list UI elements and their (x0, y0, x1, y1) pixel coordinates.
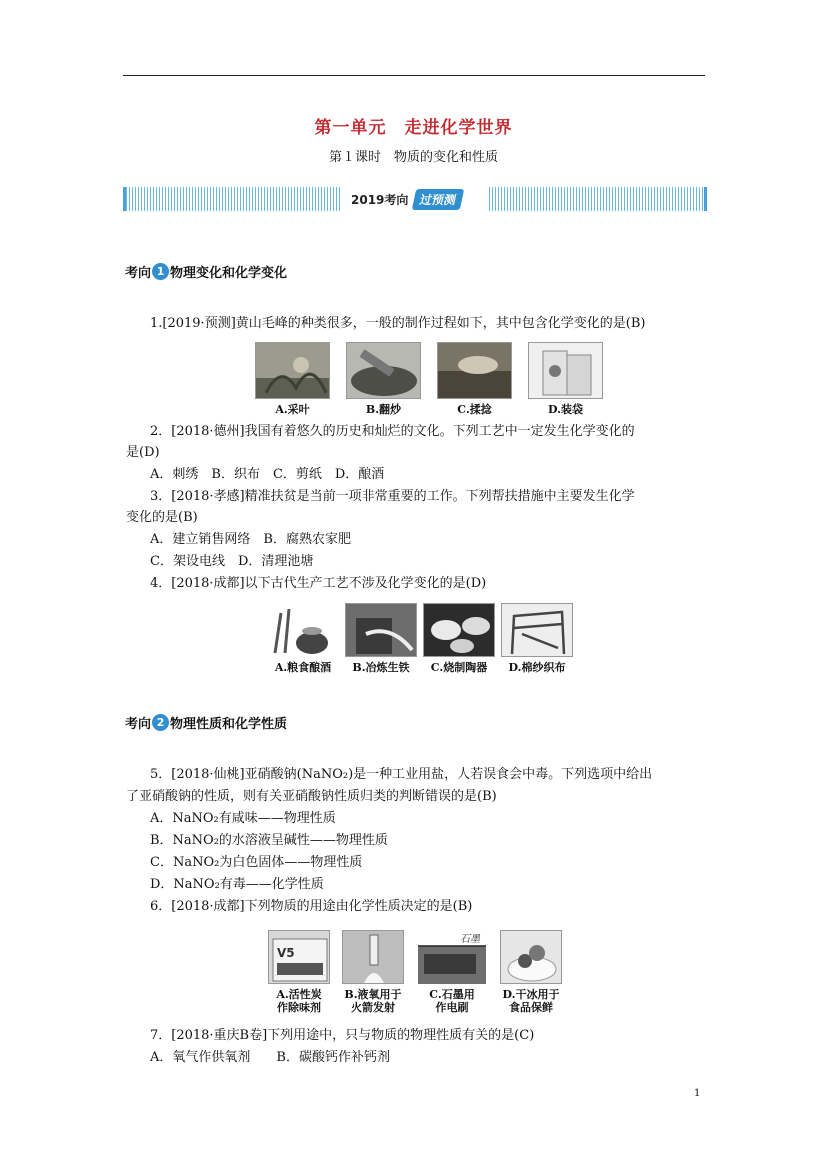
header-rule (123, 75, 705, 76)
q4-caption-b: B.冶炼生铁 (352, 661, 410, 674)
question-5-option-a: A．NaNO₂有咸味——物理性质 (150, 811, 336, 826)
q6-caption-a-line-1: A.活性炭 (276, 988, 322, 1001)
question-7: 7．[2018·重庆B卷]下列用途中，只与物质的物理性质有关的是(C) (150, 1028, 535, 1043)
q6-caption-d (503, 988, 560, 1014)
iron-smelting-photo (345, 603, 417, 657)
lesson-subtitle: 第１课时 物质的变化和性质 (328, 150, 498, 165)
rocket-launch-photo (342, 930, 404, 984)
section-label-pre: 考向 (125, 717, 152, 732)
question-2-line-1: 2．[2018·德州]我国有着悠久的历史和灿烂的文化。下列工艺中一定发生化学变化的 (150, 424, 635, 439)
section-number-badge: 1 (152, 263, 169, 280)
question-3-options-2: C．架设电线 D．清理池塘 (150, 554, 314, 569)
section-label-post: 物理变化和化学变化 (170, 266, 288, 281)
page-number: 1 (694, 1088, 701, 1099)
q6-caption-a-line-2: 作除味剂 (277, 1001, 321, 1014)
q6-image-a (268, 930, 330, 1014)
q1-image-c (437, 342, 512, 416)
q6-caption-b-line-2: 火箭发射 (350, 1001, 395, 1014)
q4-caption-c: C.烧制陶器 (430, 661, 488, 674)
cotton-weaving-photo (501, 603, 573, 657)
question-3-line-1: 3．[2018·孝感]精准扶贫是当前一项非常重要的工作。下列帮扶措施中主要发生化学 (150, 489, 635, 504)
question-7-options: A．氧气作供氧剂 B．碳酸钙作补钙剂 (150, 1050, 390, 1065)
question-5-option-b: B．NaNO₂的水溶液呈碱性——物理性质 (150, 833, 388, 848)
q4-image-b (345, 603, 417, 674)
q4-caption-d: D.棉纱织布 (508, 661, 566, 674)
question-5-line-2: 了亚硝酸钠的性质，则有关亚硝酸钠性质归类的判断错误的是(B) (126, 789, 497, 804)
banner-tag: 过预测 (412, 189, 464, 210)
question-3-line-2: 变化的是(B) (126, 510, 198, 525)
unit-title: 第一单元 走进化学世界 (314, 118, 513, 138)
q1-caption-b: B.翻炒 (365, 403, 402, 416)
grain-brewing-illustration (267, 603, 339, 657)
q6-caption-a (276, 988, 321, 1014)
activated-carbon-box-photo (268, 930, 330, 984)
q1-caption-d: D.装袋 (548, 403, 583, 416)
q1-caption-a: A.采叶 (275, 403, 310, 416)
forecast-banner (123, 187, 707, 211)
q6-caption-d-line-2: 食品保鲜 (508, 1001, 553, 1014)
question-5-line-1: 5．[2018·仙桃]亚硝酸钠(NaNO₂)是一种工业用盐，人若误食会中毒。下列选项中给出 (150, 767, 653, 782)
q6-caption-d-line-1: D.干冰用于 (502, 988, 560, 1001)
tea-picking-photo (255, 342, 330, 399)
q1-caption-c: C.揉捻 (457, 403, 492, 416)
section-label-post: 物理性质和化学性质 (170, 717, 288, 732)
q4-image-row (267, 603, 573, 674)
q6-caption-b (344, 988, 401, 1014)
q4-image-a (267, 603, 339, 674)
pottery-firing-photo (423, 603, 495, 657)
question-5-option-c: C．NaNO₂为白色固体——物理性质 (150, 855, 363, 870)
tea-rolling-photo (437, 342, 512, 399)
tea-stir-frying-photo (346, 342, 421, 399)
section-number-badge: 2 (152, 714, 169, 731)
v5-brand-text: V5 (277, 946, 295, 960)
q1-image-d (528, 342, 603, 416)
graphite-label-text: 石墨 (460, 934, 480, 945)
q6-caption-c-line-2: 作电刷 (435, 1001, 469, 1014)
question-2-line-2: 是(D) (126, 445, 160, 460)
q6-image-d (500, 930, 562, 1014)
q6-caption-b-line-1: B.液氧用于 (344, 988, 402, 1001)
question-3-options-1: A．建立销售网络 B．腐熟农家肥 (150, 532, 351, 547)
q6-image-c (416, 930, 488, 1014)
graphite-train-photo (416, 930, 488, 984)
question-5-option-d: D．NaNO₂有毒——化学性质 (150, 877, 324, 892)
tea-bagging-photo (528, 342, 603, 399)
section-label-pre: 考向 (125, 266, 152, 281)
question-1: 1.[2019·预测]黄山毛峰的种类很多，一般的制作过程如下，其中包含化学变化的是(B) (150, 316, 646, 331)
section-heading-2 (125, 713, 287, 732)
section-heading-1 (125, 262, 287, 281)
q4-caption-a: A.粮食酿酒 (274, 661, 332, 674)
dry-ice-food-photo (500, 930, 562, 984)
q6-image-row (268, 930, 562, 1014)
question-2-options: A．刺绣 B．织布 C．剪纸 D．酿酒 (150, 467, 385, 482)
banner-label (341, 187, 487, 211)
q6-image-b (342, 930, 404, 1014)
q6-caption-c (429, 988, 474, 1014)
q1-image-b (346, 342, 421, 416)
q1-image-a (255, 342, 330, 416)
q4-image-c (423, 603, 495, 674)
q4-image-d (501, 603, 573, 674)
question-4: 4．[2018·成都]以下古代生产工艺不涉及化学变化的是(D) (150, 576, 487, 591)
question-6: 6．[2018·成都]下列物质的用途由化学性质决定的是(B) (150, 899, 473, 914)
q6-caption-c-line-1: C.石墨用 (429, 988, 475, 1001)
banner-year: 2019考向 (351, 192, 409, 207)
q1-image-row (255, 342, 603, 416)
